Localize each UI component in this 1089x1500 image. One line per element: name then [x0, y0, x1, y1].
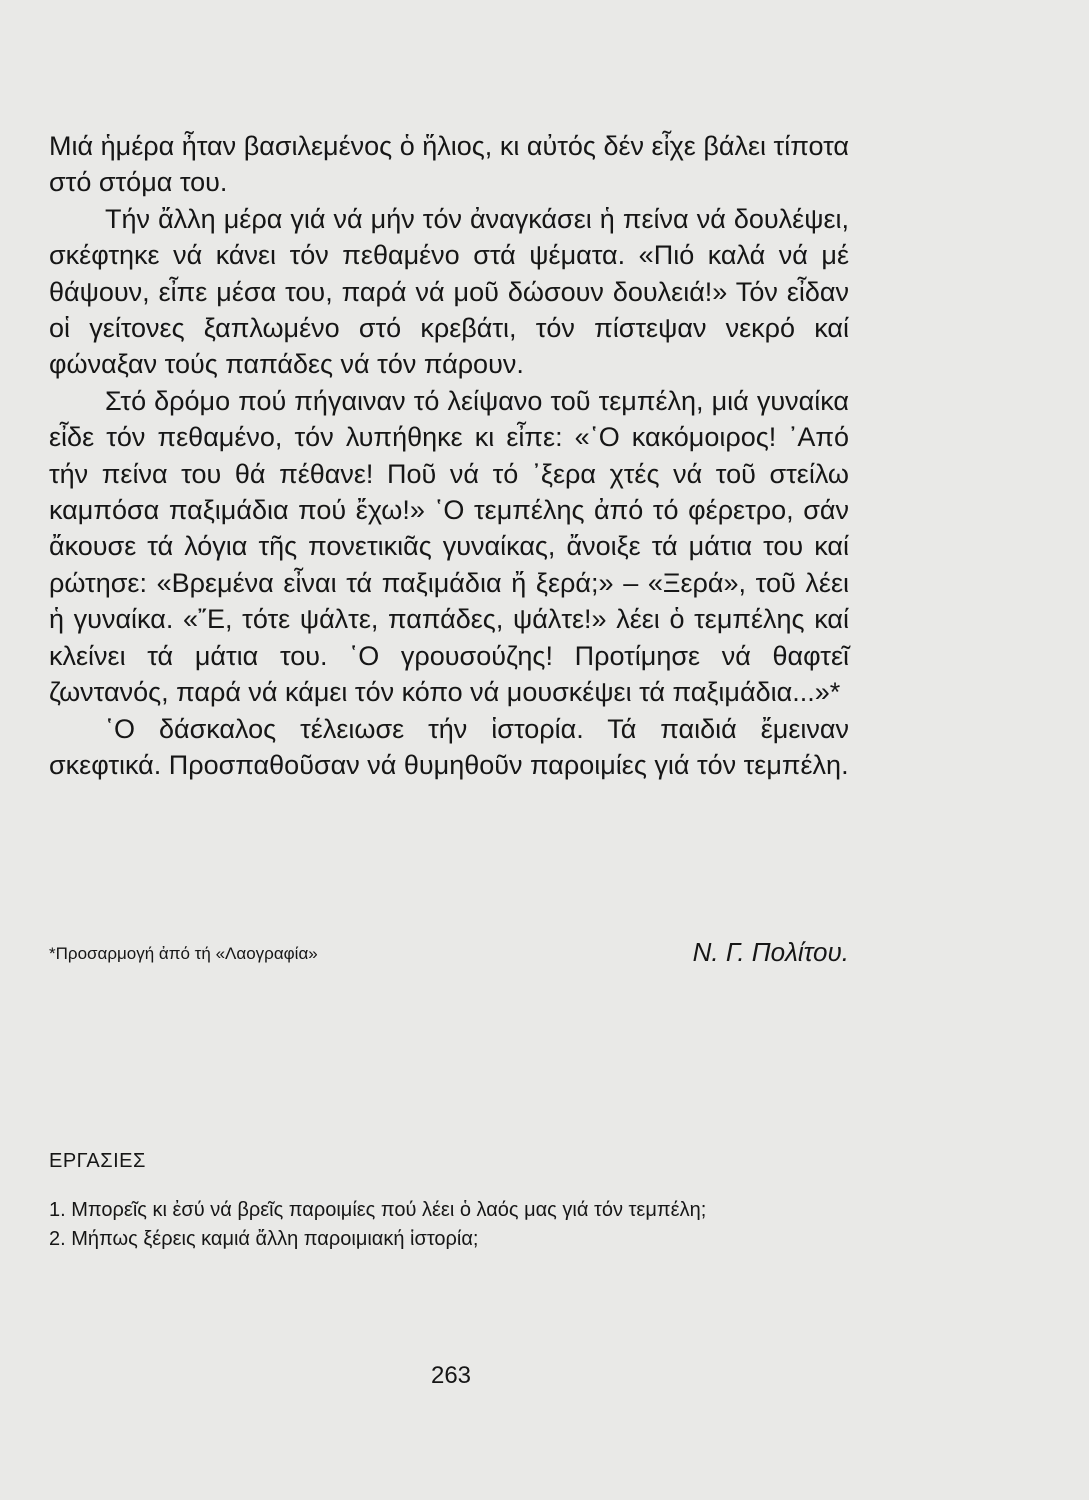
story-text	[49, 128, 849, 783]
story-paragraph: Τήν ἄλλη μέρα γιά νά μήν τόν ἀναγκάσει ἡ πείνα νά δουλέψει, σκέφτηκε νά κάνει τόν πεθαμένο στά ψέματα. «Πιό καλά νά μέ θάψουν, εἶπε μέσα του, παρά νά μοῦ δώσουν δουλειά!» Τόν εἶδαν οἱ γείτονες ξαπλωμένο στό κρεβάτι, τόν πίστεψαν νεκρό καί φώναξαν τούς παπάδες νά τόν πάρουν.	[49, 203, 849, 380]
source-footnote: *Προσαρμογή ἀπό τή «Λαογραφία»	[49, 944, 318, 963]
tasks-list	[49, 1196, 849, 1254]
task-item: 1. Μπορεῖς κι ἐσύ νά βρεῖς παροιμίες πού λέει ὁ λαός μας γιά τόν τεμπέλη;	[49, 1199, 707, 1221]
page-number: 263	[430, 1362, 472, 1389]
story-paragraph: ῾Ο δάσκαλος τέλειωσε τήν ἱστορία. Τά παιδιά ἔμειναν σκεφτικά. Προσπαθοῦσαν νά θυμηθοῦν παροιμίες γιά τόν τεμπέλη.	[49, 713, 849, 780]
tasks-heading: ΕΡΓΑΣΙΕΣ	[49, 1150, 146, 1172]
attribution	[49, 936, 849, 970]
task-item: 2. Μήπως ξέρεις καμιά ἄλλη παροιμιακή ἱστορία;	[49, 1228, 479, 1250]
author-name: Ν. Γ. Πολίτου.	[692, 937, 849, 967]
story-paragraph: Στό δρόμο πού πήγαιναν τό λείψανο τοῦ τεμπέλη, μιά γυναίκα εἶδε τόν πεθαμένο, τόν λυπήθηκε κι εἶπε: «῾Ο κακόμοιρος! ᾿Από τήν πείνα του θά πέθανε! Ποῦ νά τό ᾿ξερα χτές νά τοῦ στείλω καμπόσα παξιμάδια πού ἔχω!» ῾Ο τεμπέλης ἀπό τό φέρετρο, σάν ἄκουσε τά λόγια τῆς πονετικιᾶς γυναίκας, ἄνοιξε τά μάτια του καί ρώτησε: «Βρεμένα εἶναι τά παξιμάδια ἤ ξερά;» – «Ξερά», τοῦ λέει ἡ γυναίκα. «῎Ε, τότε ψάλτε, παπάδες, ψάλτε!» λέει ὁ τεμπέλης καί κλείνει τά μάτια του. ῾Ο γρουσούζης! Προτίμησε νά θαφτεῖ ζωντανός, παρά νά κάμει τόν κόπο νά μουσκέψει τά παξιμάδια...»*	[49, 385, 849, 708]
story-paragraph: Μιά ἡμέρα ἦταν βασιλεμένος ὁ ἥλιος, κι αὐτός δέν εἶχε βάλει τίποτα στό στόμα του.	[49, 131, 849, 198]
